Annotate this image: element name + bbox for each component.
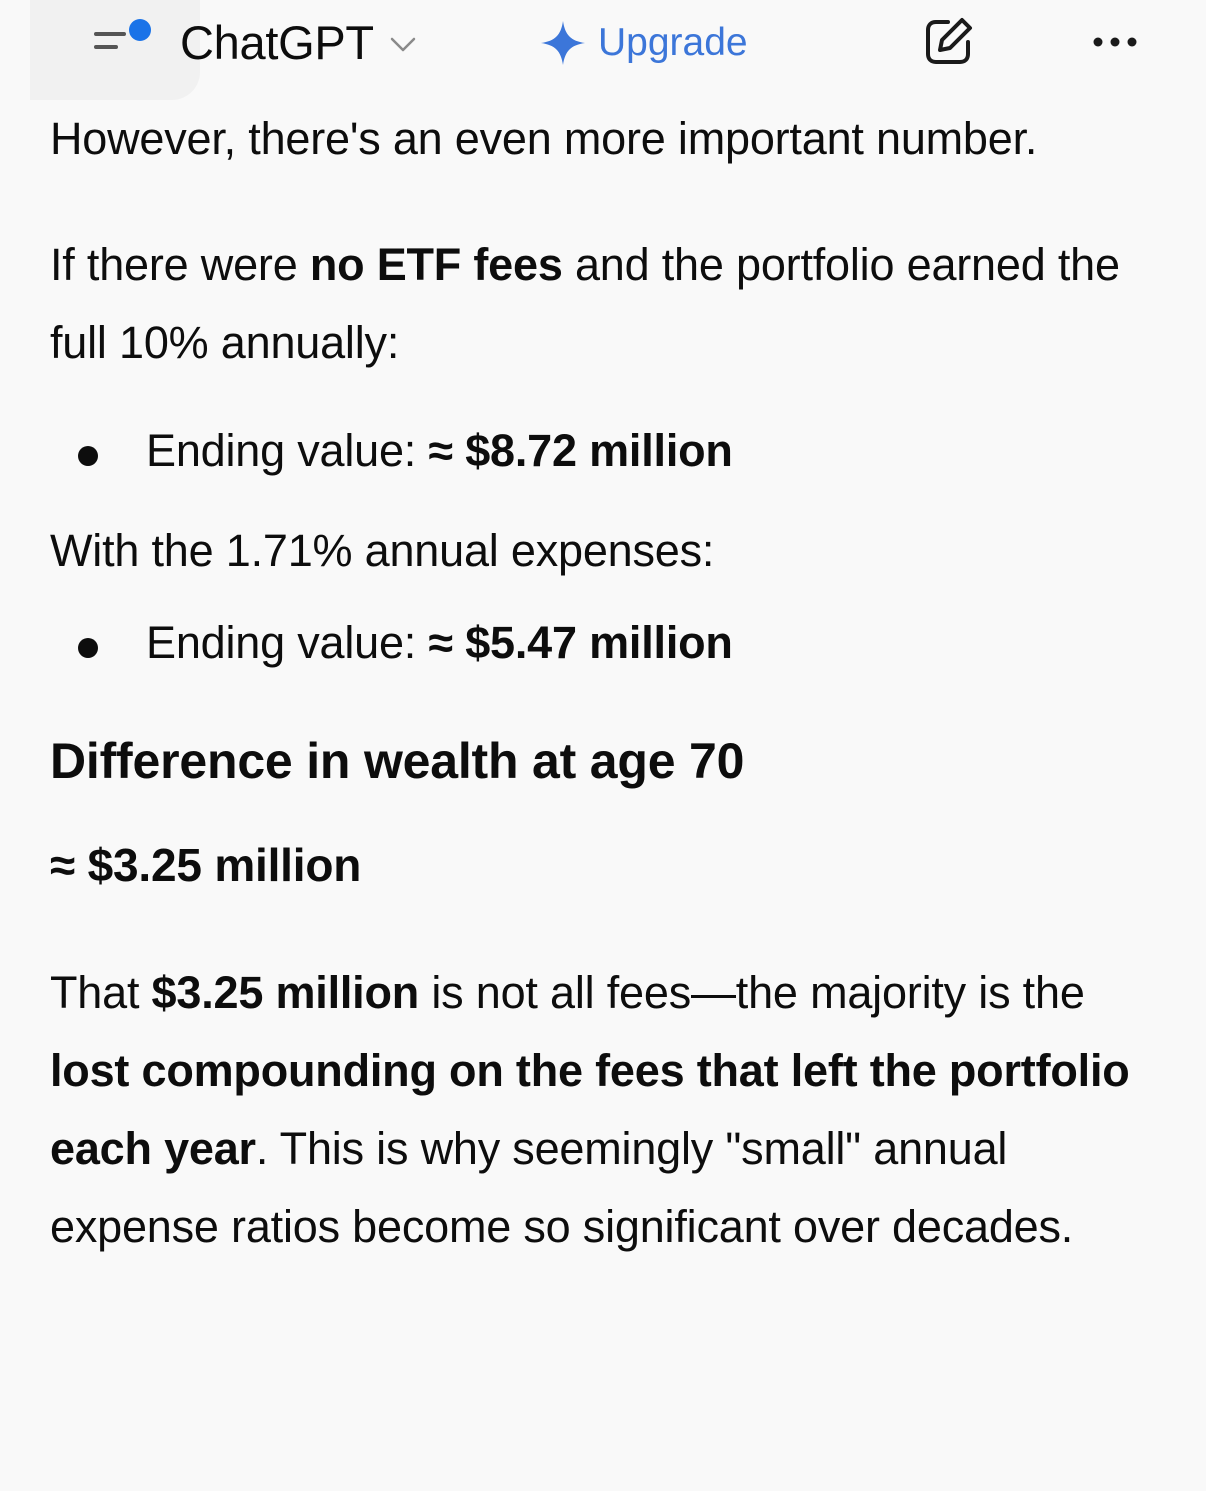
menu-icon <box>92 18 154 58</box>
model-selector[interactable] <box>180 12 418 72</box>
sparkle-icon <box>538 18 588 68</box>
bullet-label: Ending value: <box>146 617 429 668</box>
bullet-value: ≈ $8.72 million <box>428 425 733 476</box>
text-span: If there were <box>50 239 310 290</box>
bullet-ending-value-no-fees <box>50 412 1170 490</box>
top-bar <box>0 0 1206 90</box>
paragraph-intro: However, there's an even more important number. <box>50 113 1038 164</box>
text-span: and the portfolio earned the full 10% annually: <box>50 239 1120 368</box>
bullet-value: ≈ $5.47 million <box>428 617 733 668</box>
chevron-down-icon <box>388 35 418 55</box>
paragraph-explanation <box>50 954 1170 1266</box>
upgrade-button[interactable] <box>538 14 748 72</box>
more-options-icon[interactable] <box>1090 30 1140 54</box>
notification-dot <box>129 19 151 41</box>
text-span: . This is why seemingly "small" annual expense ratios become so significant over decades. <box>50 1123 1074 1252</box>
bold-no-etf-fees: no ETF fees <box>309 239 563 290</box>
assistant-message <box>50 100 1170 1266</box>
upgrade-label: Upgrade <box>598 21 748 64</box>
model-name: ChatGPT <box>180 15 374 69</box>
bold-lost-compounding: lost compounding on the fees that left the portfolio each year <box>50 1045 1130 1174</box>
text-span: is not all fees—the majority is the <box>419 967 1085 1018</box>
bold-amount: $3.25 million <box>151 967 420 1018</box>
paragraph-with-expenses: With the 1.71% annual expenses: <box>50 525 715 576</box>
text-span: That <box>50 967 152 1018</box>
sidebar-toggle-button[interactable] <box>30 0 200 100</box>
difference-result: ≈ $3.25 million <box>50 839 362 891</box>
paragraph-no-fees <box>50 226 1170 382</box>
bullet-ending-value-with-fees <box>50 604 1170 682</box>
bullet-label: Ending value: <box>146 425 429 476</box>
section-heading: Difference in wealth at age 70 <box>50 733 745 789</box>
new-chat-icon[interactable] <box>920 14 976 70</box>
